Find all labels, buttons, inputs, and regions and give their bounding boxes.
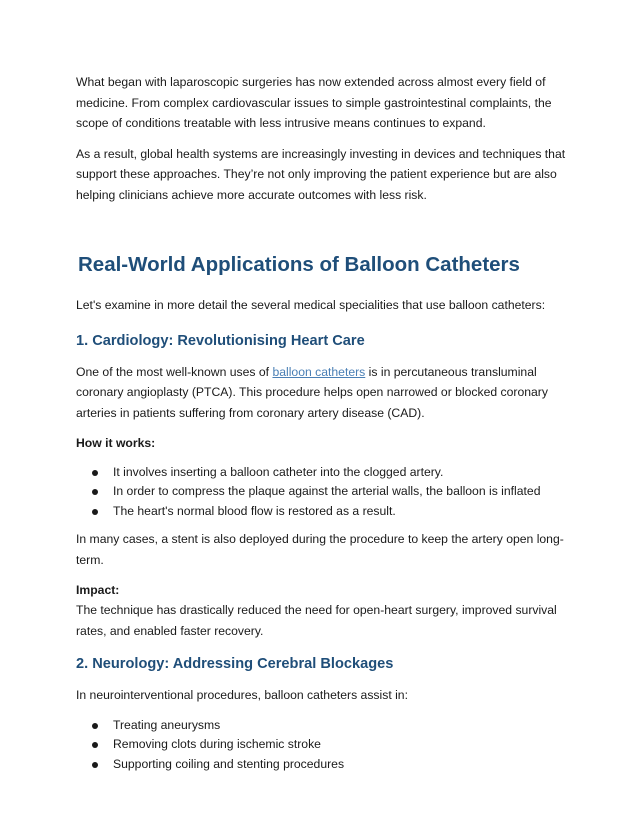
cardiology-heading: 1. Cardiology: Revolutionising Heart Care <box>76 332 365 349</box>
section-title: Real-World Applications of Balloon Catheters <box>78 253 520 276</box>
impact-text: The technique has drastically reduced the need for open-heart surgery, improved survival rates, and enabled faster recovery. <box>76 603 557 638</box>
impact-label: Impact: <box>76 583 120 597</box>
list-item-text: In order to compress the plaque against the arterial walls, the balloon is inflated <box>113 484 541 498</box>
bullet-icon <box>92 509 98 515</box>
list-item <box>76 716 576 736</box>
neurology-heading: 2. Neurology: Addressing Cerebral Blockages <box>76 656 394 672</box>
cardiology-text-after-link: is in percutaneous transluminal coronary angioplasty (PTCA). This procedure helps open narrowed or blocked coronary arteries in patients suffering from coronary artery disease (CAD). <box>76 364 548 420</box>
paragraph-global-health: As a result, global health systems are increasingly investing in devices and techniques that support these approaches. They’re not only improving the patient experience but are also helping clinicians achieve more accurate outcomes with less risk. <box>76 146 566 202</box>
list-item <box>76 482 576 502</box>
bullet-icon <box>92 723 98 729</box>
paragraph-laparoscopic: What began with laparoscopic surgeries has now extended across almost every field of medicine. From complex cardiovascular issues to simple gastrointestinal complaints, the scope of conditions treatable with less intrusive means continues to expand. <box>76 75 552 130</box>
list-item-text: Removing clots during ischemic stroke <box>113 737 321 751</box>
list-item-text: Supporting coiling and stenting procedures <box>113 756 345 771</box>
cardiology-text-before-link: One of the most well-known uses of <box>76 364 273 379</box>
balloon-catheters-link[interactable]: balloon catheters <box>272 364 366 379</box>
bullet-icon <box>92 489 98 495</box>
bullet-icon <box>92 470 98 476</box>
document-content <box>76 72 576 782</box>
list-item-text: It involves inserting a balloon catheter into the clogged artery. <box>113 464 444 479</box>
neurology-list <box>76 716 576 775</box>
list-item-text: Treating aneurysms <box>113 717 221 732</box>
list-item <box>76 755 576 775</box>
list-item <box>76 502 576 522</box>
cardiology-paragraph <box>76 362 576 424</box>
list-item-text: The heart's normal blood flow is restored as a result. <box>113 503 396 518</box>
how-it-works-list <box>76 463 576 522</box>
section-intro: Let's examine in more detail the several medical specialities that use balloon catheters: <box>76 298 546 312</box>
how-it-works-label: How it works: <box>76 436 156 450</box>
neurology-intro: In neurointerventional procedures, balloon catheters assist in: <box>76 688 408 702</box>
bullet-icon <box>92 742 98 748</box>
bullet-icon <box>92 762 98 768</box>
stent-paragraph: In many cases, a stent is also deployed during the procedure to keep the artery open long-term. <box>76 532 564 567</box>
list-item <box>76 735 576 755</box>
list-item <box>76 463 576 483</box>
